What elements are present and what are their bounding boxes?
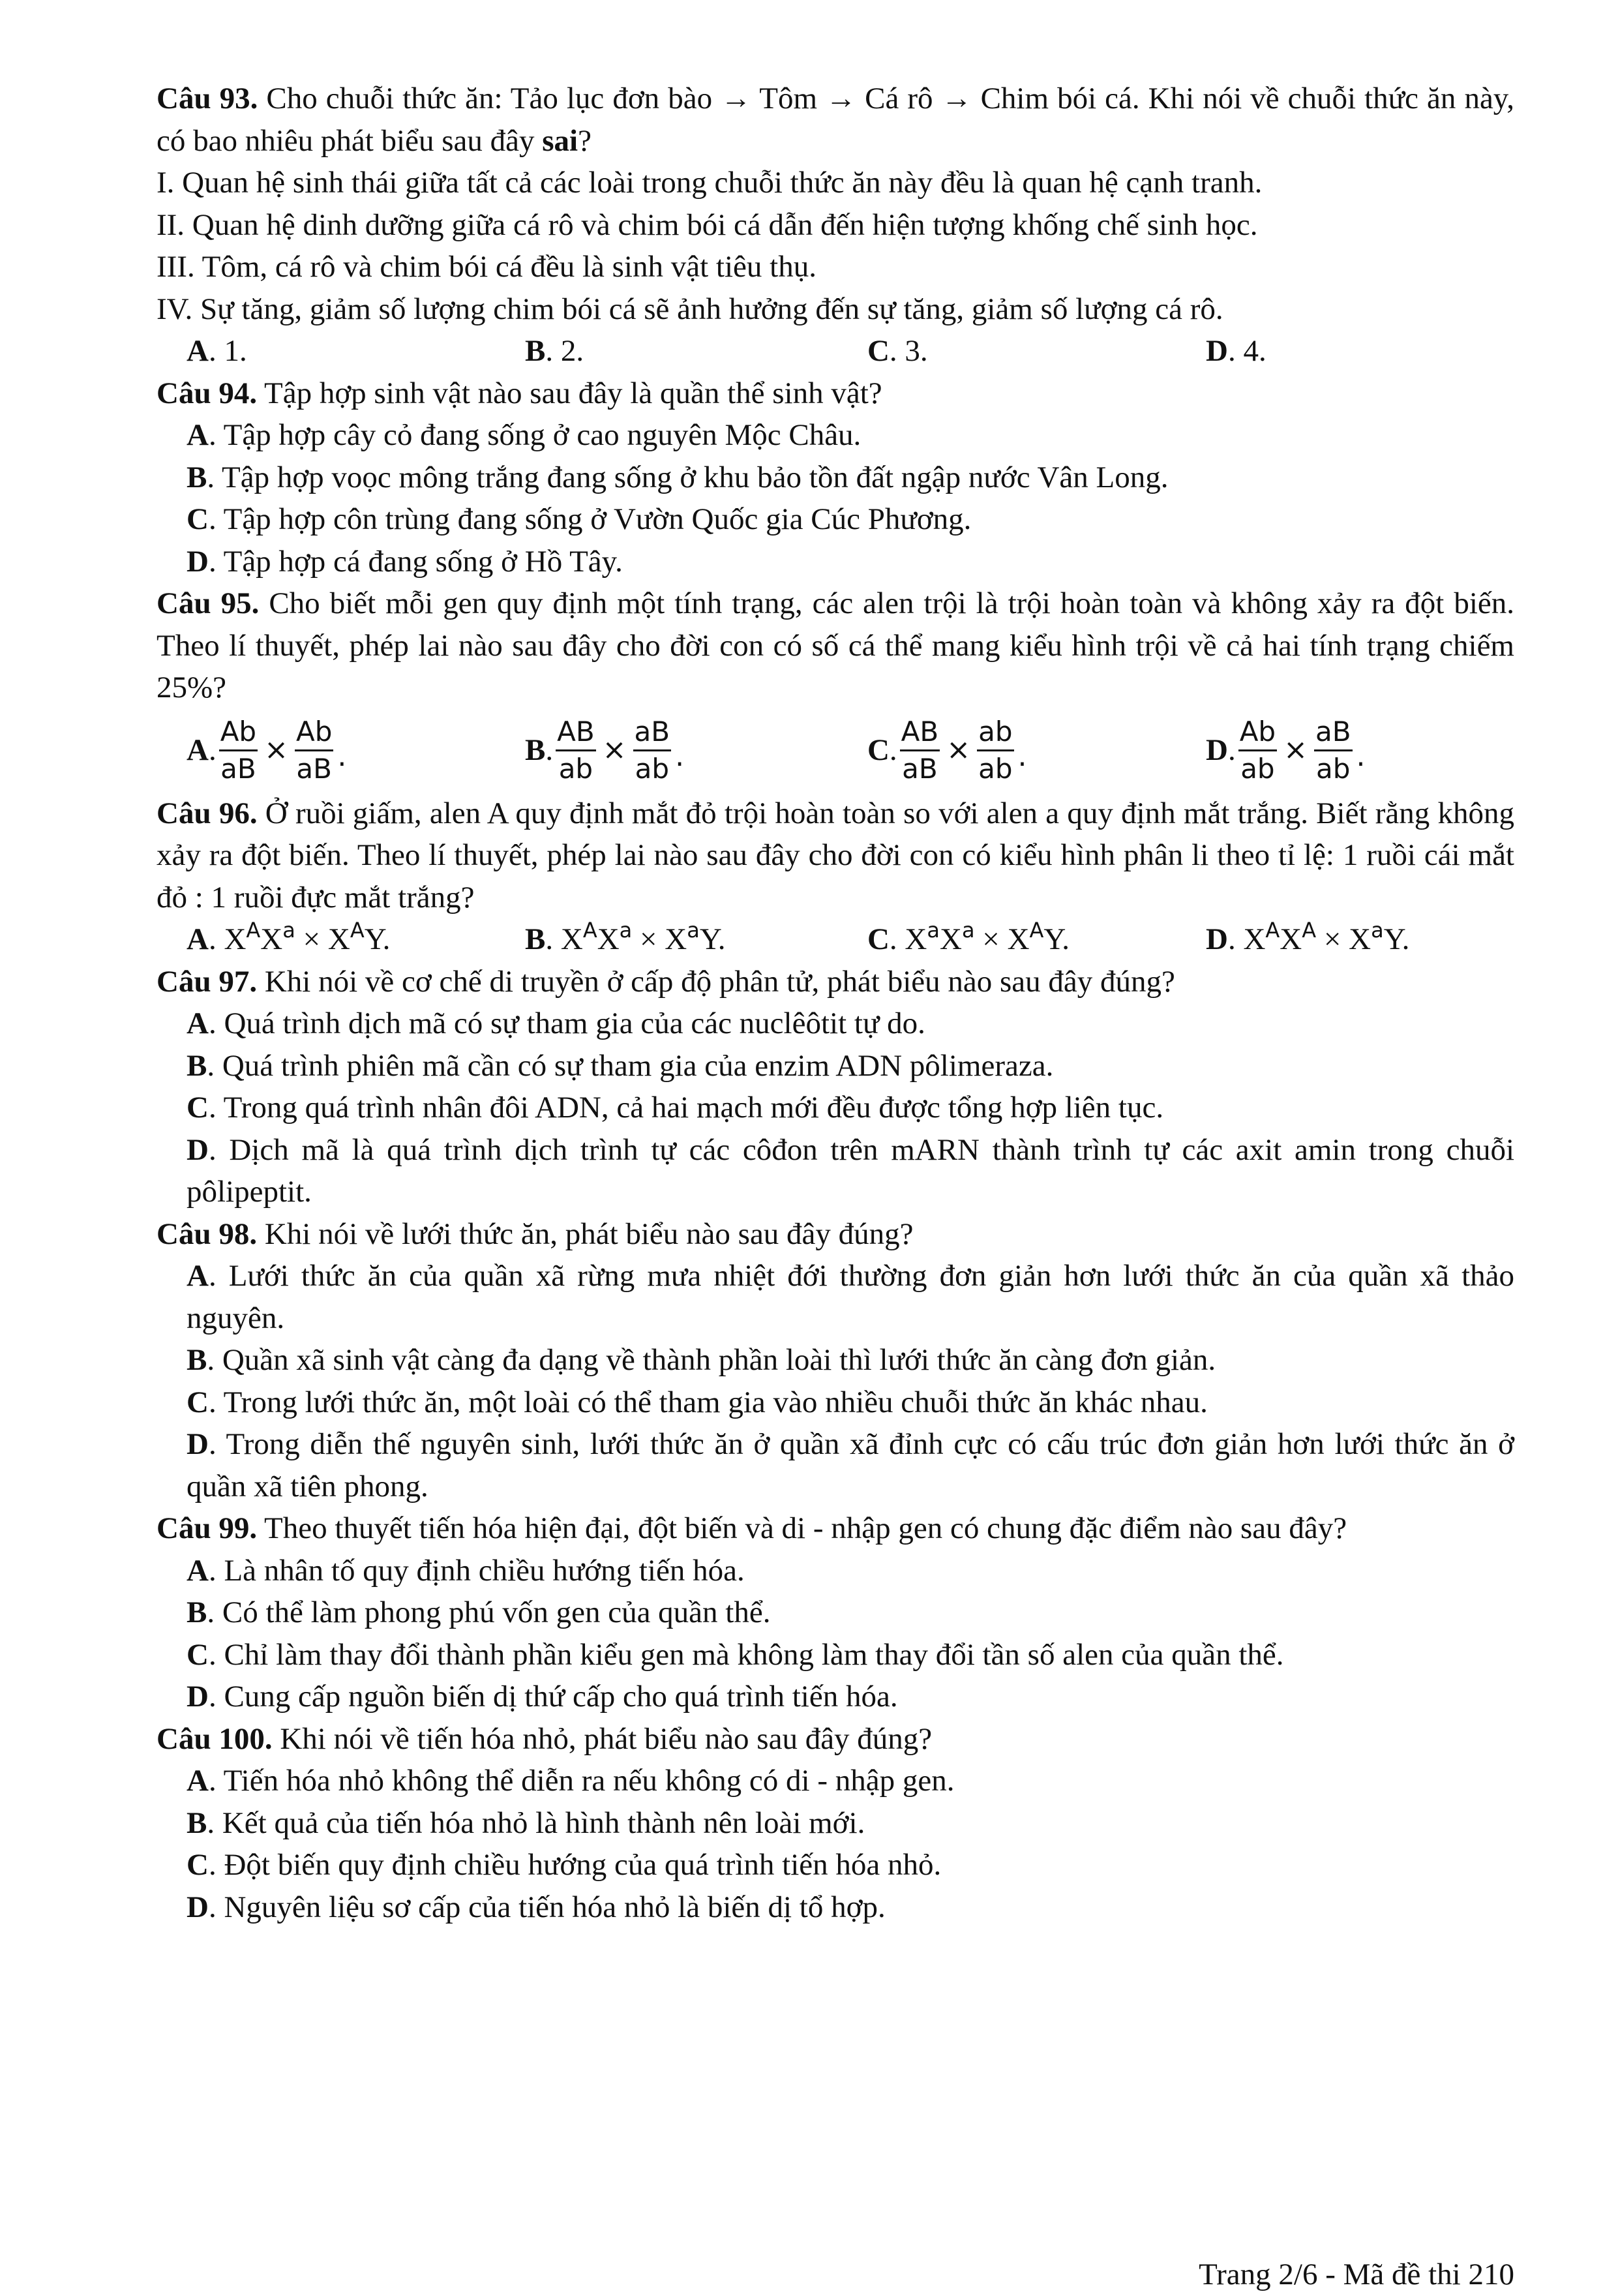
question-label: Câu 97. (157, 964, 258, 999)
option-b: B. Quá trình phiên mã cần có sự tham gia của enzim ADN pôlimeraza. (187, 1048, 1054, 1083)
question-label: Câu 94. (157, 376, 258, 410)
option-d: D. $X^AX^A \times X^aY$. (1205, 918, 1410, 956)
question-stem: Câu 93. Cho chuỗi thức ăn: Tảo lục đơn bào → Tôm → Cá rô → Chim bói cá. Khi nói về chuỗi thức ăn này, có bao nhiêu phát biểu sau đây sai? (157, 82, 1514, 158)
genotype-fraction: $\frac{AB}{ab}$ (557, 716, 595, 785)
option-b: B. Kết quả của tiến hóa nhỏ là hình thành nên loài mới. (187, 1805, 865, 1840)
question-stem: Câu 95. Cho biết mỗi gen quy định một tính trạng, các alen trội là trội hoàn toàn và không xảy ra đột biến. Theo lí thuyết, phép lai nào sau đây cho đời con có số cá thể mang kiểu hình trội về cả hai tính trạng chiếm 25%? (157, 586, 1514, 704)
option-d: D. Tập hợp cá đang sống ở Hồ Tây. (187, 544, 623, 579)
question-97 (157, 961, 1514, 1213)
option-a: A . $\frac{Ab}{aB}$ × $\frac{Ab}{aB}$ . (157, 714, 495, 787)
option-b: B. $X^AX^a \times X^aY$. (525, 918, 726, 956)
question-stem: Câu 94. Tập hợp sinh vật nào sau đây là quần thể sinh vật? (157, 376, 882, 410)
option-c: C. Trong quá trình nhân đôi ADN, cả hai mạch mới đều được tổng hợp liên tục. (187, 1091, 1164, 1125)
option-b: B . $\frac{AB}{ab}$ × $\frac{aB}{ab}$ . (495, 714, 837, 787)
question-100 (157, 1718, 1514, 1929)
option-c: C. Tập hợp côn trùng đang sống ở Vườn Quốc gia Cúc Phương. (187, 502, 972, 536)
option-d: D. Nguyên liệu sơ cấp của tiến hóa nhỏ là biến dị tổ hợp. (187, 1890, 886, 1924)
question-stem: Câu 98. Khi nói về lưới thức ăn, phát biểu nào sau đây đúng? (157, 1216, 914, 1251)
question-94 (157, 372, 1514, 583)
option-c: C. 3. (867, 334, 928, 368)
option-a: A. Tiến hóa nhỏ không thể diễn ra nếu không có di - nhập gen. (187, 1764, 955, 1798)
option-b: B. 2. (525, 334, 584, 368)
genotype-fraction: $\frac{aB}{ab}$ (1315, 716, 1351, 785)
option-c: C. Trong lưới thức ăn, một loài có thể tham gia vào nhiều chuỗi thức ăn khác nhau. (187, 1385, 1208, 1419)
option-d: D . $\frac{Ab}{ab}$ × $\frac{aB}{ab}$ . (1176, 714, 1514, 787)
options-row (157, 330, 1514, 372)
statement: II. Quan hệ dinh dưỡng giữa cá rô và chim bói cá dẫn đến hiện tượng khống chế sinh học. (157, 207, 1258, 242)
option-a: A. Là nhân tố quy định chiều hướng tiến hóa. (187, 1553, 745, 1588)
exam-page (157, 78, 1514, 1928)
question-stem: Câu 99. Theo thuyết tiến hóa hiện đại, đột biến và di - nhập gen có chung đặc điểm nào sau đây? (157, 1511, 1347, 1545)
question-label: Câu 96. (157, 796, 258, 830)
statement: III. Tôm, cá rô và chim bói cá đều là sinh vật tiêu thụ. (157, 250, 816, 284)
statement: IV. Sự tăng, giảm số lượng chim bói cá sẽ ảnh hưởng đến sự tăng, giảm số lượng cá rô. (157, 292, 1223, 326)
genotype-fraction: $\frac{AB}{aB}$ (901, 716, 939, 785)
option-d: D. Trong diễn thế nguyên sinh, lưới thức ăn ở quần xã đỉnh cực có cấu trúc đơn giản hơn lưới thức ăn ở quần xã tiên phong. (187, 1427, 1514, 1503)
question-label: Câu 100. (157, 1721, 273, 1756)
question-label: Câu 99. (157, 1511, 258, 1545)
option-c: C. $X^aX^a \times X^AY$. (867, 918, 1070, 956)
question-stem: Câu 96. Ở ruồi giấm, alen A quy định mắt đỏ trội hoàn toàn so với alen a quy định mắt trắng. Biết rằng không xảy ra đột biến. Theo lí thuyết, phép lai nào sau đây cho đời con có kiểu hình phân li theo tỉ lệ: 1 ruồi cái mắt đỏ : 1 ruồi đực mắt trắng? (157, 796, 1514, 914)
options-row (157, 918, 1514, 961)
question-99 (157, 1507, 1514, 1718)
question-95 (157, 582, 1514, 793)
option-a: A. Lưới thức ăn của quần xã rừng mưa nhiệt đới thường đơn giản hơn lưới thức ăn của quần xã thảo nguyên. (187, 1259, 1514, 1335)
option-c: C. Chỉ làm thay đổi thành phần kiểu gen mà không làm thay đổi tần số alen của quần thể. (187, 1637, 1284, 1672)
question-label: Câu 95. (157, 586, 260, 620)
question-label: Câu 98. (157, 1216, 258, 1251)
question-98 (157, 1213, 1514, 1508)
option-d: D. 4. (1205, 334, 1266, 368)
option-b: B. Có thể làm phong phú vốn gen của quần thể. (187, 1595, 771, 1629)
genotype-fraction: $\frac{Ab}{ab}$ (1239, 716, 1276, 785)
page-footer: Trang 2/6 - Mã đề thi 210 (1199, 2258, 1514, 2291)
genotype-fraction: $\frac{Ab}{aB}$ (220, 716, 257, 785)
question-label: Câu 93. (157, 82, 258, 115)
genotype-fraction: $\frac{ab}{ab}$ (978, 716, 1013, 785)
option-c: C . $\frac{AB}{aB}$ × $\frac{ab}{ab}$ . (837, 714, 1176, 787)
question-stem: Câu 100. Khi nói về tiến hóa nhỏ, phát biểu nào sau đây đúng? (157, 1721, 933, 1756)
option-c: C. Đột biến quy định chiều hướng của quá trình tiến hóa nhỏ. (187, 1848, 942, 1882)
option-b: B. Tập hợp voọc mông trắng đang sống ở khu bảo tồn đất ngập nước Vân Long. (187, 460, 1169, 494)
option-a: A. $X^AX^a \times X^AY$. (187, 918, 391, 956)
genotype-fraction: $\frac{Ab}{aB}$ (295, 716, 333, 785)
question-93 (157, 78, 1514, 372)
options-row (157, 709, 1514, 793)
question-96 (157, 793, 1514, 961)
genotype-fraction: $\frac{aB}{ab}$ (634, 716, 670, 785)
option-a: A. Quá trình dịch mã có sự tham gia của các nuclêôtit tự do. (187, 1006, 925, 1040)
statement: I. Quan hệ sinh thái giữa tất cả các loài trong chuỗi thức ăn này đều là quan hệ cạnh tranh. (157, 166, 1263, 200)
option-d: D. Cung cấp nguồn biến dị thứ cấp cho quá trình tiến hóa. (187, 1680, 898, 1714)
option-d: D. Dịch mã là quá trình dịch trình tự các côđon trên mARN thành trình tự các axit amin trong chuỗi pôlipeptit. (187, 1132, 1514, 1209)
option-a: A. 1. (187, 334, 247, 368)
question-stem: Câu 97. Khi nói về cơ chế di truyền ở cấp độ phân tử, phát biểu nào sau đây đúng? (157, 964, 1175, 999)
option-b: B. Quần xã sinh vật càng đa dạng về thành phần loài thì lưới thức ăn càng đơn giản. (187, 1343, 1216, 1377)
option-a: A. Tập hợp cây cỏ đang sống ở cao nguyên Mộc Châu. (187, 418, 861, 452)
